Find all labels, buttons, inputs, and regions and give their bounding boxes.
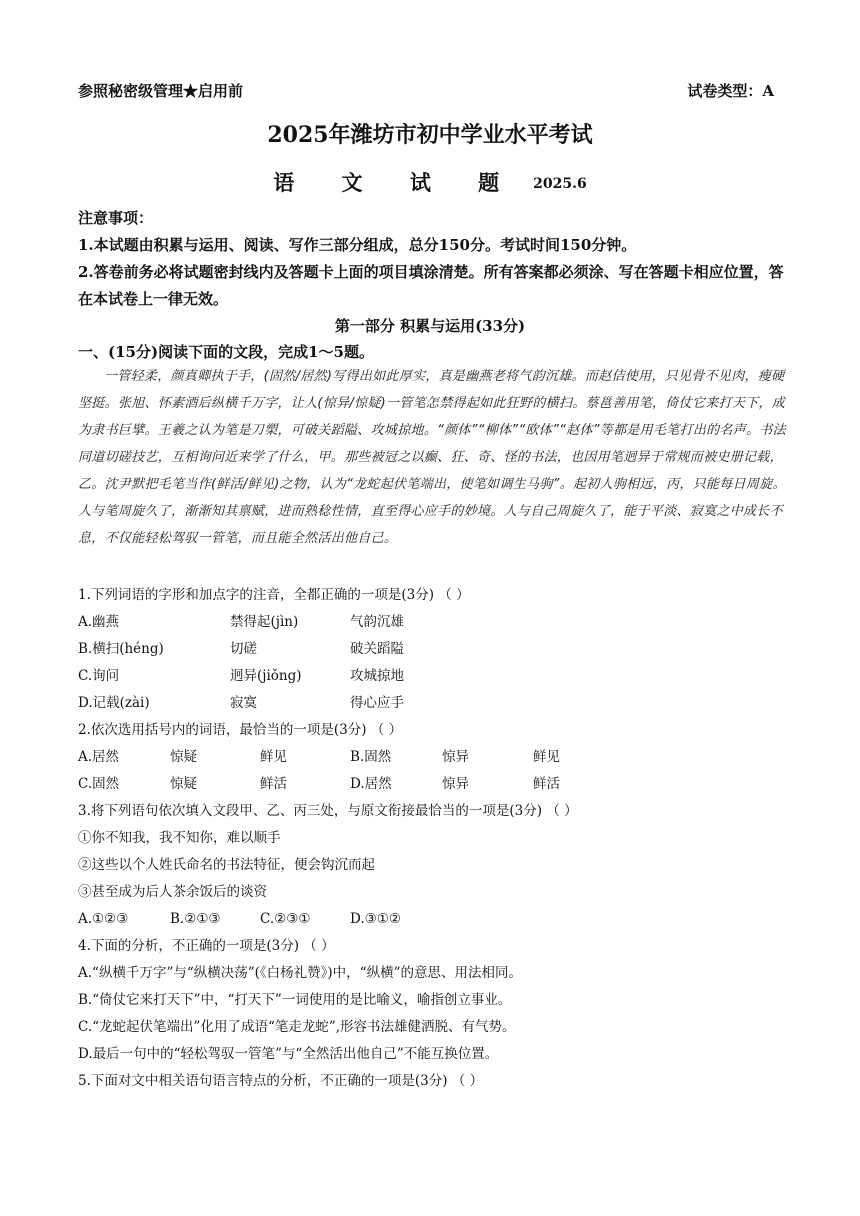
notice-item-2: 2.答卷前务必将试题密封线内及答题卡上面的项目填涂清楚。所有答案都必须涂、写在答题卡相应位置，答在本试卷上一律无效。 [78, 263, 784, 308]
q5-stem: 5.下面对文中相关语句语言特点的分析，不正确的一项是(3分) （ ） [78, 1073, 484, 1089]
q2-d-1: D.居然 [350, 776, 392, 792]
q2-c-2: 惊疑 [170, 776, 197, 792]
q1-option-a [78, 609, 786, 636]
q1-b-word3: 破关蹈隘 [350, 641, 404, 657]
q2-c-3: 鲜活 [260, 776, 287, 792]
q1-stem: 1.下列词语的字形和加点字的注音，全都正确的一项是(3分) （ ） [78, 587, 470, 603]
section-one-heading: 一、(15分)阅读下面的文段，完成1～5题。 [78, 343, 374, 361]
q1-d-word2: 寂寞 [230, 695, 257, 711]
q1-option-b [78, 636, 786, 663]
q3-options [78, 906, 786, 933]
exam-date: 2025.6 [533, 176, 587, 192]
q2-a-3: 鲜见 [260, 749, 287, 765]
questions [78, 582, 786, 1095]
q3-option-c: C.②③① [260, 911, 311, 927]
subject-heading [0, 167, 860, 197]
paper-type-label: 试卷类型：A [687, 82, 774, 100]
part-one-heading: 第一部分 积累与运用(33分) [334, 317, 526, 335]
q3-option-b: B.②①③ [170, 911, 221, 927]
q3-sentence-3: ③甚至成为后人茶余饭后的谈资 [78, 884, 267, 900]
q1-c-word2: 迥异(jiǒng) [230, 668, 302, 684]
q1-b-word2: 切磋 [230, 641, 257, 657]
q1-a-word2: 禁得起(jìn) [230, 614, 299, 630]
confidential-label: 参照秘密级管理★启用前 [78, 82, 244, 100]
q2-c-1: C.固然 [78, 776, 120, 792]
q2-d-3: 鲜活 [533, 776, 560, 792]
q1-b-word1: B.横扫(héng) [78, 641, 164, 657]
notice-items [78, 232, 786, 313]
notice-item-1: 1.本试题由积累与运用、阅读、写作三部分组成，总分150分。考试时间150分钟。 [78, 236, 637, 254]
q3-option-a: A.①②③ [78, 911, 129, 927]
q4-option-c: C.“龙蛇起伏笔端出”化用了成语“笔走龙蛇”,形容书法雄健洒脱、有气势。 [78, 1019, 516, 1035]
q1-a-word3: 气韵沉雄 [350, 614, 404, 630]
q2-d-2: 惊异 [442, 776, 469, 792]
subject-title: 语 文 试 题 [273, 170, 520, 195]
q4-option-b: B.“倚仗它来打天下”中，“打天下”一词使用的是比喻义，喻指创立事业。 [78, 992, 512, 1008]
notice-heading: 注意事项： [78, 209, 154, 227]
q2-b-1: B.固然 [350, 749, 392, 765]
q1-option-c [78, 663, 786, 690]
q2-options-row2 [78, 771, 786, 798]
reading-passage: 一管轻柔，颜真卿执于手，(固然/居然)写得出如此厚实，真是幽燕老将气韵沉雄。而赵佶使用，只见骨不见肉，瘦硬坚挺。张旭、怀素酒后纵横千万字，让人(惊异/惊疑)一管笔怎禁得起如此狂野的横扫。蔡邕善用笔，倚仗它来打天下，成为隶书巨擘。王羲之认为笔是刀槊，可破关蹈隘、攻城掠地。“颜体”“柳体”“欧体”“赵体”等都是用毛笔打出的名声。书法同道切磋技艺，互相询问近来学了什么，甲。那些被冠之以癫、狂、奇、怪的书法，也因用笔迥异于常规而被史册记载，乙。沈尹默把毛笔当作(鲜活/鲜见)之物，认为“龙蛇起伏笔端出，使笔如调生马驹”。起初人驹相远，丙，只能每日周旋。人与笔周旋久了，渐渐知其禀赋，进而熟稔性情，直至得心应手的妙境。人与自己周旋久了，能于平淡、寂寞之中成长不息，不仅能轻松驾驭一管笔，而且能全然活出他自己。 [78, 369, 786, 546]
q4-stem: 4.下面的分析，不正确的一项是(3分) （ ） [78, 938, 335, 954]
exam-title: 2025年潍坊市初中学业水平考试 [267, 122, 593, 148]
q1-c-word1: C.询问 [78, 668, 120, 684]
q2-options-row1 [78, 744, 786, 771]
q3-sentence-1: ①你不知我，我不知你，难以顺手 [78, 830, 281, 846]
q4-option-a: A.“纵横千万字”与“纵横决荡”(《白杨礼赞》)中，“纵横”的意思、用法相同。 [78, 965, 522, 981]
q4-option-d: D.最后一句中的“轻松驾驭一管笔”与“全然活出他自己”不能互换位置。 [78, 1046, 499, 1062]
q2-b-3: 鲜见 [533, 749, 560, 765]
q3-option-d: D.③①② [350, 911, 401, 927]
q1-d-word1: D.记载(zài) [78, 695, 150, 711]
q1-c-word3: 攻城掠地 [350, 668, 404, 684]
q3-sentence-2: ②这些以个人姓氏命名的书法特征，便会钩沉而起 [78, 857, 375, 873]
q2-a-1: A.居然 [78, 749, 120, 765]
q2-stem: 2.依次选用括号内的词语，最恰当的一项是(3分) （ ） [78, 722, 403, 738]
q2-b-2: 惊异 [442, 749, 469, 765]
q1-a-word1: A.幽燕 [78, 614, 120, 630]
q1-d-word3: 得心应手 [350, 695, 404, 711]
q1-option-d [78, 690, 786, 717]
q3-stem: 3.将下列语句依次填入文段甲、乙、丙三处，与原文衔接最恰当的一项是(3分) （ ） [78, 803, 578, 819]
q2-a-2: 惊疑 [170, 749, 197, 765]
